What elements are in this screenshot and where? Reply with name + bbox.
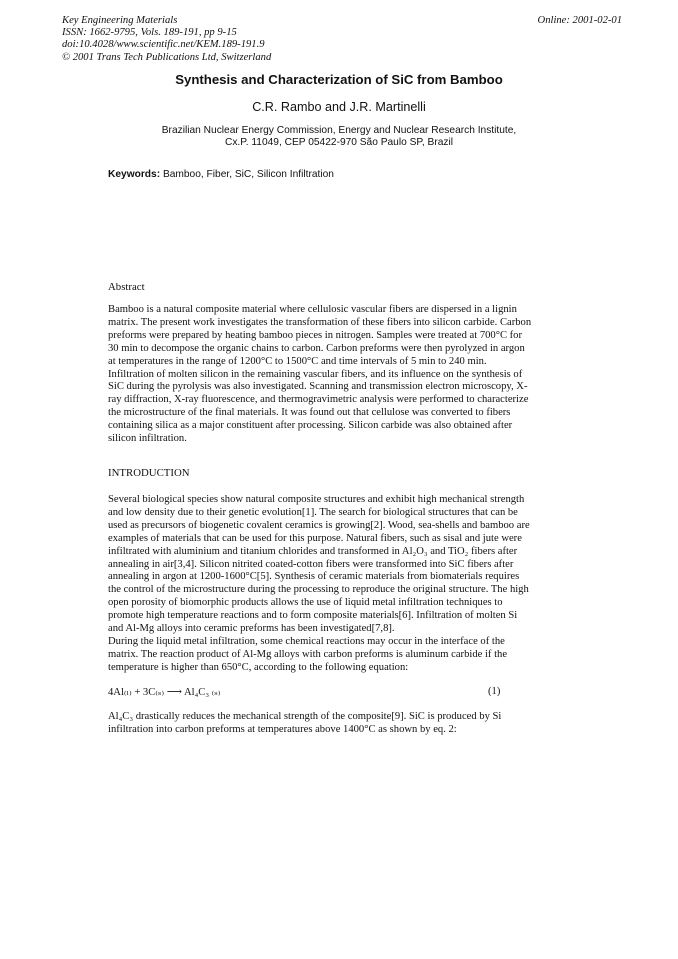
abstract-line: Infiltration of molten silicon in the remaining vascular fibers, and its influence on the synthesis of xyxy=(108,368,523,380)
intro-line: and Al-Mg alloys into ceramic preforms has been investigated[7,8]. xyxy=(108,623,395,635)
keywords-label: Keywords: xyxy=(108,169,161,180)
keywords xyxy=(108,169,334,180)
intro-line: and low density due to their genetic evolution[1]. The search for biological structures that can be xyxy=(108,506,518,518)
paper-authors: C.R. Rambo and J.R. Martinelli xyxy=(252,100,426,114)
paper-title: Synthesis and Characterization of SiC from Bamboo xyxy=(175,72,503,87)
abstract-heading: Abstract xyxy=(108,281,145,293)
intro-line: examples of materials that can be used for this purpose. Natural fibers, such as sisal and jute were xyxy=(108,532,522,544)
intro-line: matrix. The reaction product of Al-Mg alloys with carbon preforms is aluminum carbide if the xyxy=(108,648,508,660)
intro-line: annealing in air[3,4]. Silicon nitrited coated-cotton fibers were transformed into SiC fibers after xyxy=(108,558,514,570)
keywords-text: Bamboo, Fiber, SiC, Silicon Infiltration xyxy=(162,169,334,180)
intro-line: the control of the microstructure during the processing to reproduce the original structure. The high xyxy=(108,584,529,596)
intro-line: promote high temperature reactions and to form composite materials[6]. Infiltration of molten Si xyxy=(108,610,518,622)
introduction-body xyxy=(108,494,568,675)
journal-header xyxy=(62,15,271,64)
abstract-line: SiC during the pyrolysis was also investigated. Scanning and transmission electron microscopy, X- xyxy=(108,381,528,393)
abstract-line: at temperatures in the range of 1200°C to 1500°C and time intervals of 5 min to 240 min. xyxy=(108,355,487,367)
body-line: Al₄C₃ drastically reduces the mechanical strength of the composite[9]. SiC is produced by Si xyxy=(108,711,502,722)
equation-1: 4Al₍ₗ₎ + 3C₍ₛ₎ ⟶ Al₄C₃ ₍ₛ₎ xyxy=(108,687,221,698)
affiliation-line-1: Brazilian Nuclear Energy Commission, Energy and Nuclear Research Institute, xyxy=(161,125,517,136)
intro-line: During the liquid metal infiltration, some chemical reactions may occur in the interface of the xyxy=(108,635,505,647)
affiliation-line-2: Cx.P. 11049, CEP 05422-970 São Paulo SP, Brazil xyxy=(224,137,454,149)
abstract-body xyxy=(108,304,568,446)
doi-line[interactable]: doi:10.4028/www.scientific.net/KEM.189-191.9 xyxy=(62,39,265,51)
copyright-line: © 2001 Trans Tech Publications Ltd, Switzerland xyxy=(62,51,272,63)
abstract-line: silicon infiltration. xyxy=(108,433,187,445)
intro-line: open porosity of biomorphic products allows the use of liquid metal infiltration techniques to xyxy=(108,597,503,609)
intro-line: Several biological species show natural composite structures and exhibit high mechanical strength xyxy=(108,494,525,505)
abstract-line: the microstructure of the final materials. It was found out that cellulose was converted to fibers xyxy=(108,407,511,419)
introduction-heading: INTRODUCTION xyxy=(108,467,190,479)
journal-name: Key Engineering Materials xyxy=(62,15,178,26)
online-date: Online: 2001-02-01 xyxy=(537,15,622,26)
equation-number: (1) xyxy=(488,686,501,697)
abstract-line: 30 min to decompose the organic chains to carbon. Carbon preforms were then pyrolyzed in argon xyxy=(108,342,525,354)
intro-line: infiltrated with aluminium and titanium chlorides and transformed in Al₂O₃ and TiO₂ fibers after xyxy=(108,545,518,557)
intro-line: annealing in argon at 1200-1600°C[5]. Synthesis of ceramic materials from biomaterials requires xyxy=(108,571,520,583)
abstract-line: containing silica as a major constituent after processing. Silicon carbide was also obtained after xyxy=(108,420,513,432)
post-equation-text xyxy=(108,711,568,737)
intro-line: used as precursors of biogenetic covalent ceramics is growing[2]. Wood, sea-shells and bamboo are xyxy=(108,519,530,531)
issn-line: ISSN: 1662-9795, Vols. 189-191, pp 9-15 xyxy=(62,27,237,39)
abstract-line: matrix. The present work investigates the transformation of these fibers into silicon carbide. Carbon xyxy=(108,316,532,328)
body-line: infiltration into carbon preforms at temperatures above 1400°C as shown by eq. 2: xyxy=(108,723,457,735)
abstract-line: Bamboo is a natural composite material where cellulosic vascular fibers are dispersed in a lignin xyxy=(108,304,517,315)
affiliation xyxy=(0,125,678,150)
intro-line: temperature is higher than 650°C, according to the following equation: xyxy=(108,661,409,673)
abstract-line: preforms were prepared by heating bamboo pieces in nitrogen. Samples were treated at 700°C for xyxy=(108,329,523,341)
abstract-line: ray diffraction, X-ray fluorescence, and thermogravimetric analysis were performed to characterize xyxy=(108,394,529,406)
